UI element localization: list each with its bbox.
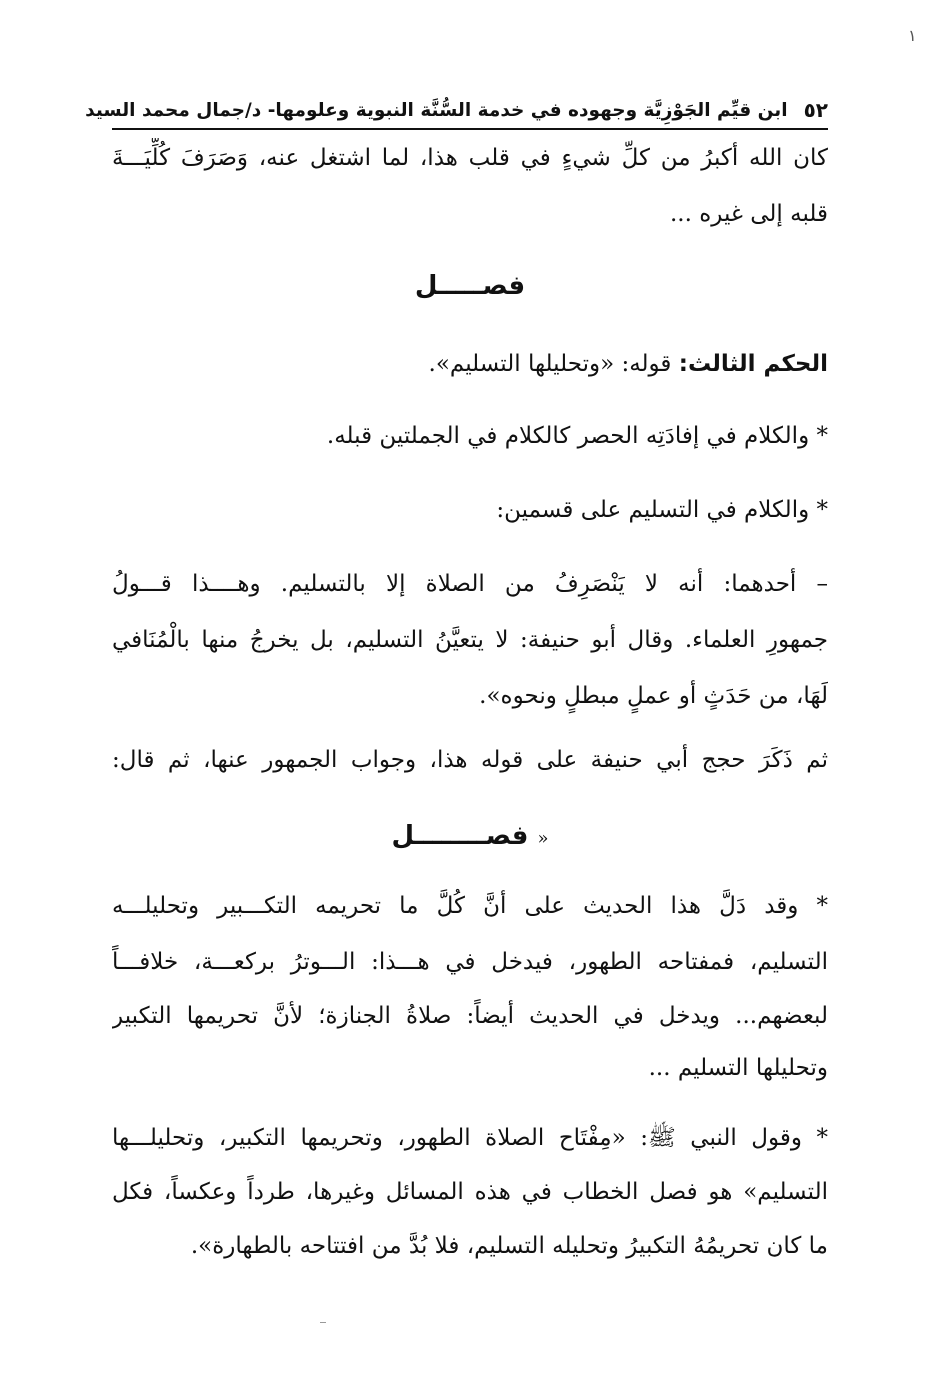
ruling-line xyxy=(112,344,828,384)
running-title: ابن قيِّم الجَوْزِيَّة وجهوده في خدمة السُّنَّة النبوية وعلومها- د/جمال محمد السيد xyxy=(85,99,788,121)
section-heading-2 xyxy=(112,816,828,856)
text-line-13: وتحليلها التسليم ... xyxy=(648,1055,828,1081)
page-number: ٥٢ xyxy=(803,98,828,122)
page-header xyxy=(85,92,828,130)
text-line-1: كان الله أكبرُ من كلِّ شيءٍ في قلب هذا، لما اشتغل عنه، وَصَرَفَ كُلِّيَـــةَ xyxy=(112,145,828,171)
text-line-4: * والكلام في إفادَتِه الحصر كالكلام في الجملتين قبله. xyxy=(326,423,828,449)
ruling-label: الحكم الثالث: xyxy=(678,351,828,377)
text-line-15: التسليم» هو فصل الخطاب في هذه المسائل وغيرها، طرداً وعكساً، فكل xyxy=(112,1179,828,1205)
text-line-6: – أحدهما: أنه لا يَنْصَرِفُ من الصلاة إلا بالتسليم. وهــــذا قـــولُ xyxy=(112,571,828,597)
text-line-2: قلبه إلى غيره ... xyxy=(669,201,828,227)
section-heading-1: فصـــــل xyxy=(414,271,526,301)
text-line-11: التسليم، فمفتاحه الطهور، فيدخل في هـــذا: الـــوترُ بركعـــة، خلافـــاً xyxy=(112,949,828,975)
ruling-text: قوله: «وتحليلها التسليم». xyxy=(428,351,679,377)
text-line-14: * وقول النبي ﷺ: «مِفْتَاح الصلاة الطهور، وتحريمها التكبير، وتحليلـــها xyxy=(112,1125,828,1151)
text-line-9: ثم ذَكَرَ حجج أبي حنيفة على قوله هذا، وجواب الجمهور عنها، ثم قال: xyxy=(112,747,828,773)
text-line-16: ما كان تحريمُهُ التكبيرُ وتحليله التسليم، فلا بُدَّ من افتتاحه بالطهارة». xyxy=(190,1233,828,1259)
text-line-7: جمهورِ العلماء. وقال أبو حنيفة: لا يتعيَّنُ التسليم، بل يخرجُ منها بالْمُنَافي xyxy=(112,627,828,653)
footer-mark xyxy=(320,1322,326,1323)
heading-quote-mark: « xyxy=(537,828,549,849)
text-line-10: * وقد دَلَّ هذا الحديث على أنَّ كُلَّ ما تحريمه التكـــبير وتحليلـــه xyxy=(112,893,828,919)
text-line-12: لبعضهم... ويدخل في الحديث أيضاً: صلاةُ الجنازة؛ لأنَّ تحريمها التكبير xyxy=(112,1003,828,1029)
text-line-8: لَهَا، من حَدَثٍ أو عملٍ مبطلٍ ونحوه». xyxy=(479,683,828,709)
corner-mark: ١ xyxy=(908,26,917,45)
section-heading-2-text: فصــــــــل xyxy=(391,821,529,851)
text-line-5: * والكلام في التسليم على قسمين: xyxy=(496,497,828,523)
